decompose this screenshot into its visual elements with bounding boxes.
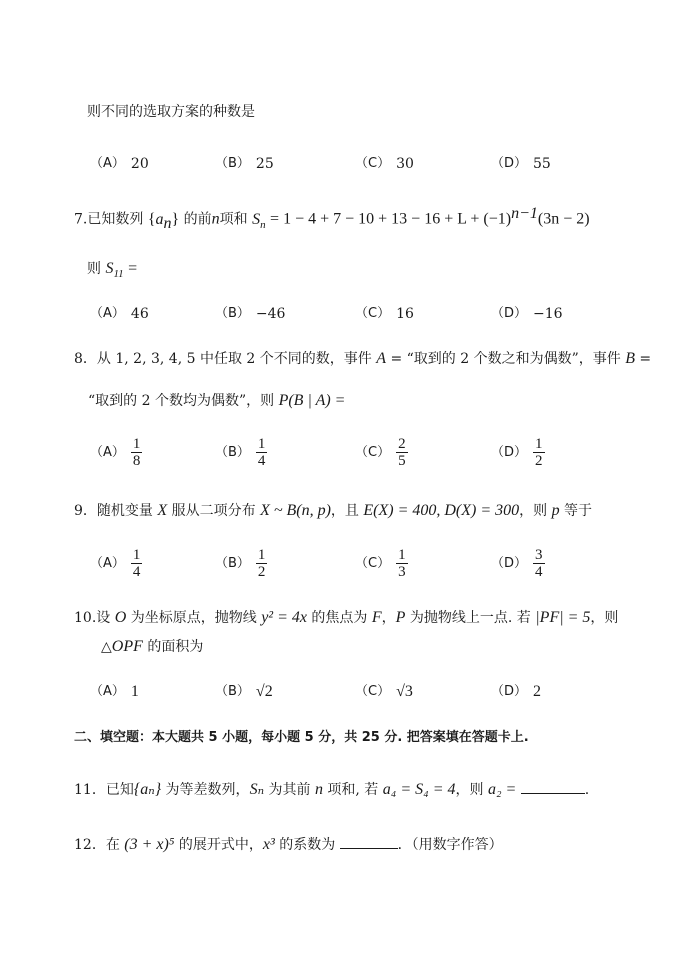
q10-option-a[interactable] — [90, 682, 139, 702]
q8-option-c[interactable] — [355, 436, 408, 469]
option-label: （B） — [215, 444, 250, 460]
q11-text: ，则 — [455, 782, 488, 798]
q8-stem — [74, 349, 651, 369]
event-a: A — [376, 350, 386, 367]
q11-text: 项和, 若 — [322, 782, 383, 798]
q7-text: 的前 — [183, 211, 212, 228]
option-label: （C） — [355, 306, 391, 321]
q12-text: 在 — [105, 837, 125, 853]
var-f: F — [371, 609, 382, 626]
q10-text: ，则 — [590, 610, 619, 626]
q11-text: 已知 — [105, 782, 134, 798]
q9-dist: X ~ B(n, p) — [260, 502, 331, 519]
q7-option-d[interactable] — [491, 304, 563, 324]
q10-option-d[interactable] — [491, 682, 541, 702]
q10-option-b[interactable] — [215, 682, 273, 702]
q8-text: 从 1, 2, 3, 4, 5 中任取 2 个不同的数，事件 — [96, 351, 377, 367]
q10-text: ， — [381, 610, 396, 626]
var-p: p — [551, 502, 560, 519]
q6-stem: 则不同的选取方案的种数是 — [87, 104, 255, 120]
q7-stem — [74, 204, 590, 235]
fraction: $\frac{1}{2}$ — [535, 436, 543, 469]
option-value: 46 — [130, 306, 149, 322]
fraction: $\frac{1}{3}$ — [398, 547, 406, 580]
q9-text: ，则 — [519, 503, 552, 519]
option-label: （D） — [491, 444, 528, 460]
option-label: （D） — [491, 306, 528, 321]
q9-text: 等于 — [559, 503, 593, 519]
fraction: $\frac{2}{5}$ — [398, 436, 406, 469]
q6-option-c[interactable] — [355, 154, 414, 174]
option-value: 1 — [130, 683, 139, 700]
option-value: 30 — [396, 156, 414, 172]
q7-option-c[interactable] — [355, 304, 414, 324]
var-sn: $S_n$ — [252, 210, 266, 231]
var-p: P — [395, 609, 406, 626]
fraction: $\frac{3}{4}$ — [535, 547, 543, 580]
q10-text: 设 — [96, 610, 115, 626]
q9-option-d[interactable] — [491, 547, 545, 580]
option-label: （D） — [491, 555, 528, 571]
q11-seq: {aₙ} — [133, 781, 162, 798]
q10-stem — [74, 608, 618, 628]
question-number: 12． — [74, 837, 106, 853]
q9-option-b[interactable] — [215, 547, 267, 580]
option-label: （C） — [355, 555, 391, 571]
q7-ask-text: 则 — [87, 261, 101, 277]
var-n: n — [211, 210, 220, 228]
option-label: （B） — [215, 684, 250, 699]
q10-parabola: y² = 4x — [261, 609, 307, 626]
fraction: $\frac{1}{4}$ — [132, 547, 141, 580]
option-label: （B） — [215, 306, 250, 321]
q10-text: 为坐标原点，抛物线 — [126, 610, 262, 626]
fraction: $\frac{1}{2}$ — [257, 547, 266, 580]
question-number: 8． — [74, 351, 97, 367]
q10-pf: |PF| = 5 — [535, 609, 591, 626]
event-b: B — [625, 350, 635, 367]
q7-ask — [87, 259, 137, 284]
q6-option-a[interactable] — [90, 154, 149, 174]
q10-text: 的焦点为 — [306, 610, 372, 626]
q9-cond: E(X) = 400, D(X) = 300 — [363, 502, 520, 519]
q6-option-b[interactable] — [215, 154, 274, 174]
q9-text: 服从二项分布 — [167, 503, 261, 519]
q8-text: = — [634, 351, 652, 367]
q12-end: ．（用数字作答） — [397, 837, 503, 853]
option-value: 20 — [130, 156, 149, 172]
q11-cond: a₄ = S₄ = 4 — [382, 781, 456, 798]
q7-text: 已知数列 — [87, 211, 144, 228]
option-value: √2 — [255, 683, 273, 700]
q8-text: = “取到的 2 个数之和为偶数”，事件 — [386, 351, 626, 367]
option-label: （A） — [90, 555, 125, 571]
q11-target: a₂ = — [487, 781, 517, 798]
triangle-icon: △ — [101, 639, 112, 655]
q8-option-a[interactable] — [90, 436, 142, 469]
q12-text: 的系数为 — [274, 837, 336, 853]
q12-term: x³ — [262, 836, 275, 853]
fraction: $\frac{1}{8}$ — [132, 436, 141, 469]
q10-option-c[interactable] — [355, 682, 413, 702]
q7-exponent: n−1 — [511, 205, 538, 222]
var-n: n — [314, 781, 323, 798]
option-label: （C） — [355, 444, 391, 460]
q7-formula: = 1 − 4 + 7 − 10 + 13 − 16 + L + (−1) — [270, 210, 512, 228]
option-value: −46 — [255, 306, 286, 322]
option-label: （D） — [491, 156, 528, 171]
option-value: √3 — [396, 683, 413, 700]
q7-text: 项和 — [219, 211, 248, 228]
q9-option-c[interactable] — [355, 547, 408, 580]
var-o: O — [114, 609, 127, 626]
option-label: （A） — [90, 306, 125, 321]
var-x: X — [157, 502, 168, 519]
q7-ask-eq: = — [128, 260, 138, 277]
option-label: （B） — [215, 156, 250, 171]
question-number: 11． — [74, 782, 106, 798]
q8-option-d[interactable] — [491, 436, 545, 469]
q11-stem — [74, 779, 589, 800]
q12-expr: (3 + x)⁵ — [124, 836, 175, 853]
option-label: （A） — [90, 684, 125, 699]
q10-text: 的面积为 — [142, 639, 204, 655]
q10-stem-line2 — [101, 637, 203, 657]
question-number: 10. — [74, 610, 97, 626]
option-label: （A） — [90, 156, 125, 171]
q11-text: 为等差数列， — [161, 782, 250, 798]
q12-stem — [74, 834, 503, 855]
section-heading: 二、填空题：本大题共 5 小题，每小题 5 分，共 25 分. 把答案填在答题卡上. — [74, 730, 529, 745]
q7-option-a[interactable] — [90, 304, 149, 324]
q9-text: ，且 — [330, 503, 364, 519]
option-label: （B） — [215, 555, 250, 571]
q9-stem — [74, 501, 592, 521]
question-number: 7. — [74, 211, 88, 228]
option-label: （C） — [355, 156, 391, 171]
option-value: −16 — [533, 306, 563, 322]
q12-text: 的展开式中， — [174, 837, 263, 853]
option-label: （D） — [491, 684, 528, 699]
triangle-name: OPF — [111, 638, 143, 655]
option-value: 2 — [533, 683, 542, 700]
q9-option-a[interactable] — [90, 547, 142, 580]
question-number: 9． — [74, 503, 97, 519]
option-label: （A） — [90, 444, 125, 460]
option-value: 25 — [255, 156, 274, 172]
q8-text: “取到的 2 个数均为偶数”，则 — [88, 393, 279, 409]
q7-formula-tail: (3n − 2) — [537, 210, 590, 228]
var-s11: $S_{11}$ — [105, 260, 124, 281]
q11-text: 为其前 — [264, 782, 315, 798]
option-value: 16 — [396, 306, 414, 322]
q7-option-b[interactable] — [215, 304, 285, 324]
answer-blank[interactable] — [521, 779, 585, 794]
var-sn: Sₙ — [249, 781, 265, 798]
fraction: $\frac{1}{4}$ — [257, 436, 266, 469]
q8-option-b[interactable] — [215, 436, 267, 469]
option-label: （C） — [355, 684, 391, 699]
option-value: 55 — [533, 156, 551, 172]
sequence-notation: $\{a_n\}$ — [147, 210, 180, 232]
q9-text: 随机变量 — [96, 503, 158, 519]
q11-end: . — [584, 782, 590, 798]
q8-stem-line2 — [88, 391, 345, 411]
q8-formula: P(B | A) = — [278, 392, 346, 409]
q6-option-d[interactable] — [491, 154, 551, 174]
q10-text: 为抛物线上一点. 若 — [405, 610, 536, 626]
answer-blank[interactable] — [340, 834, 398, 849]
